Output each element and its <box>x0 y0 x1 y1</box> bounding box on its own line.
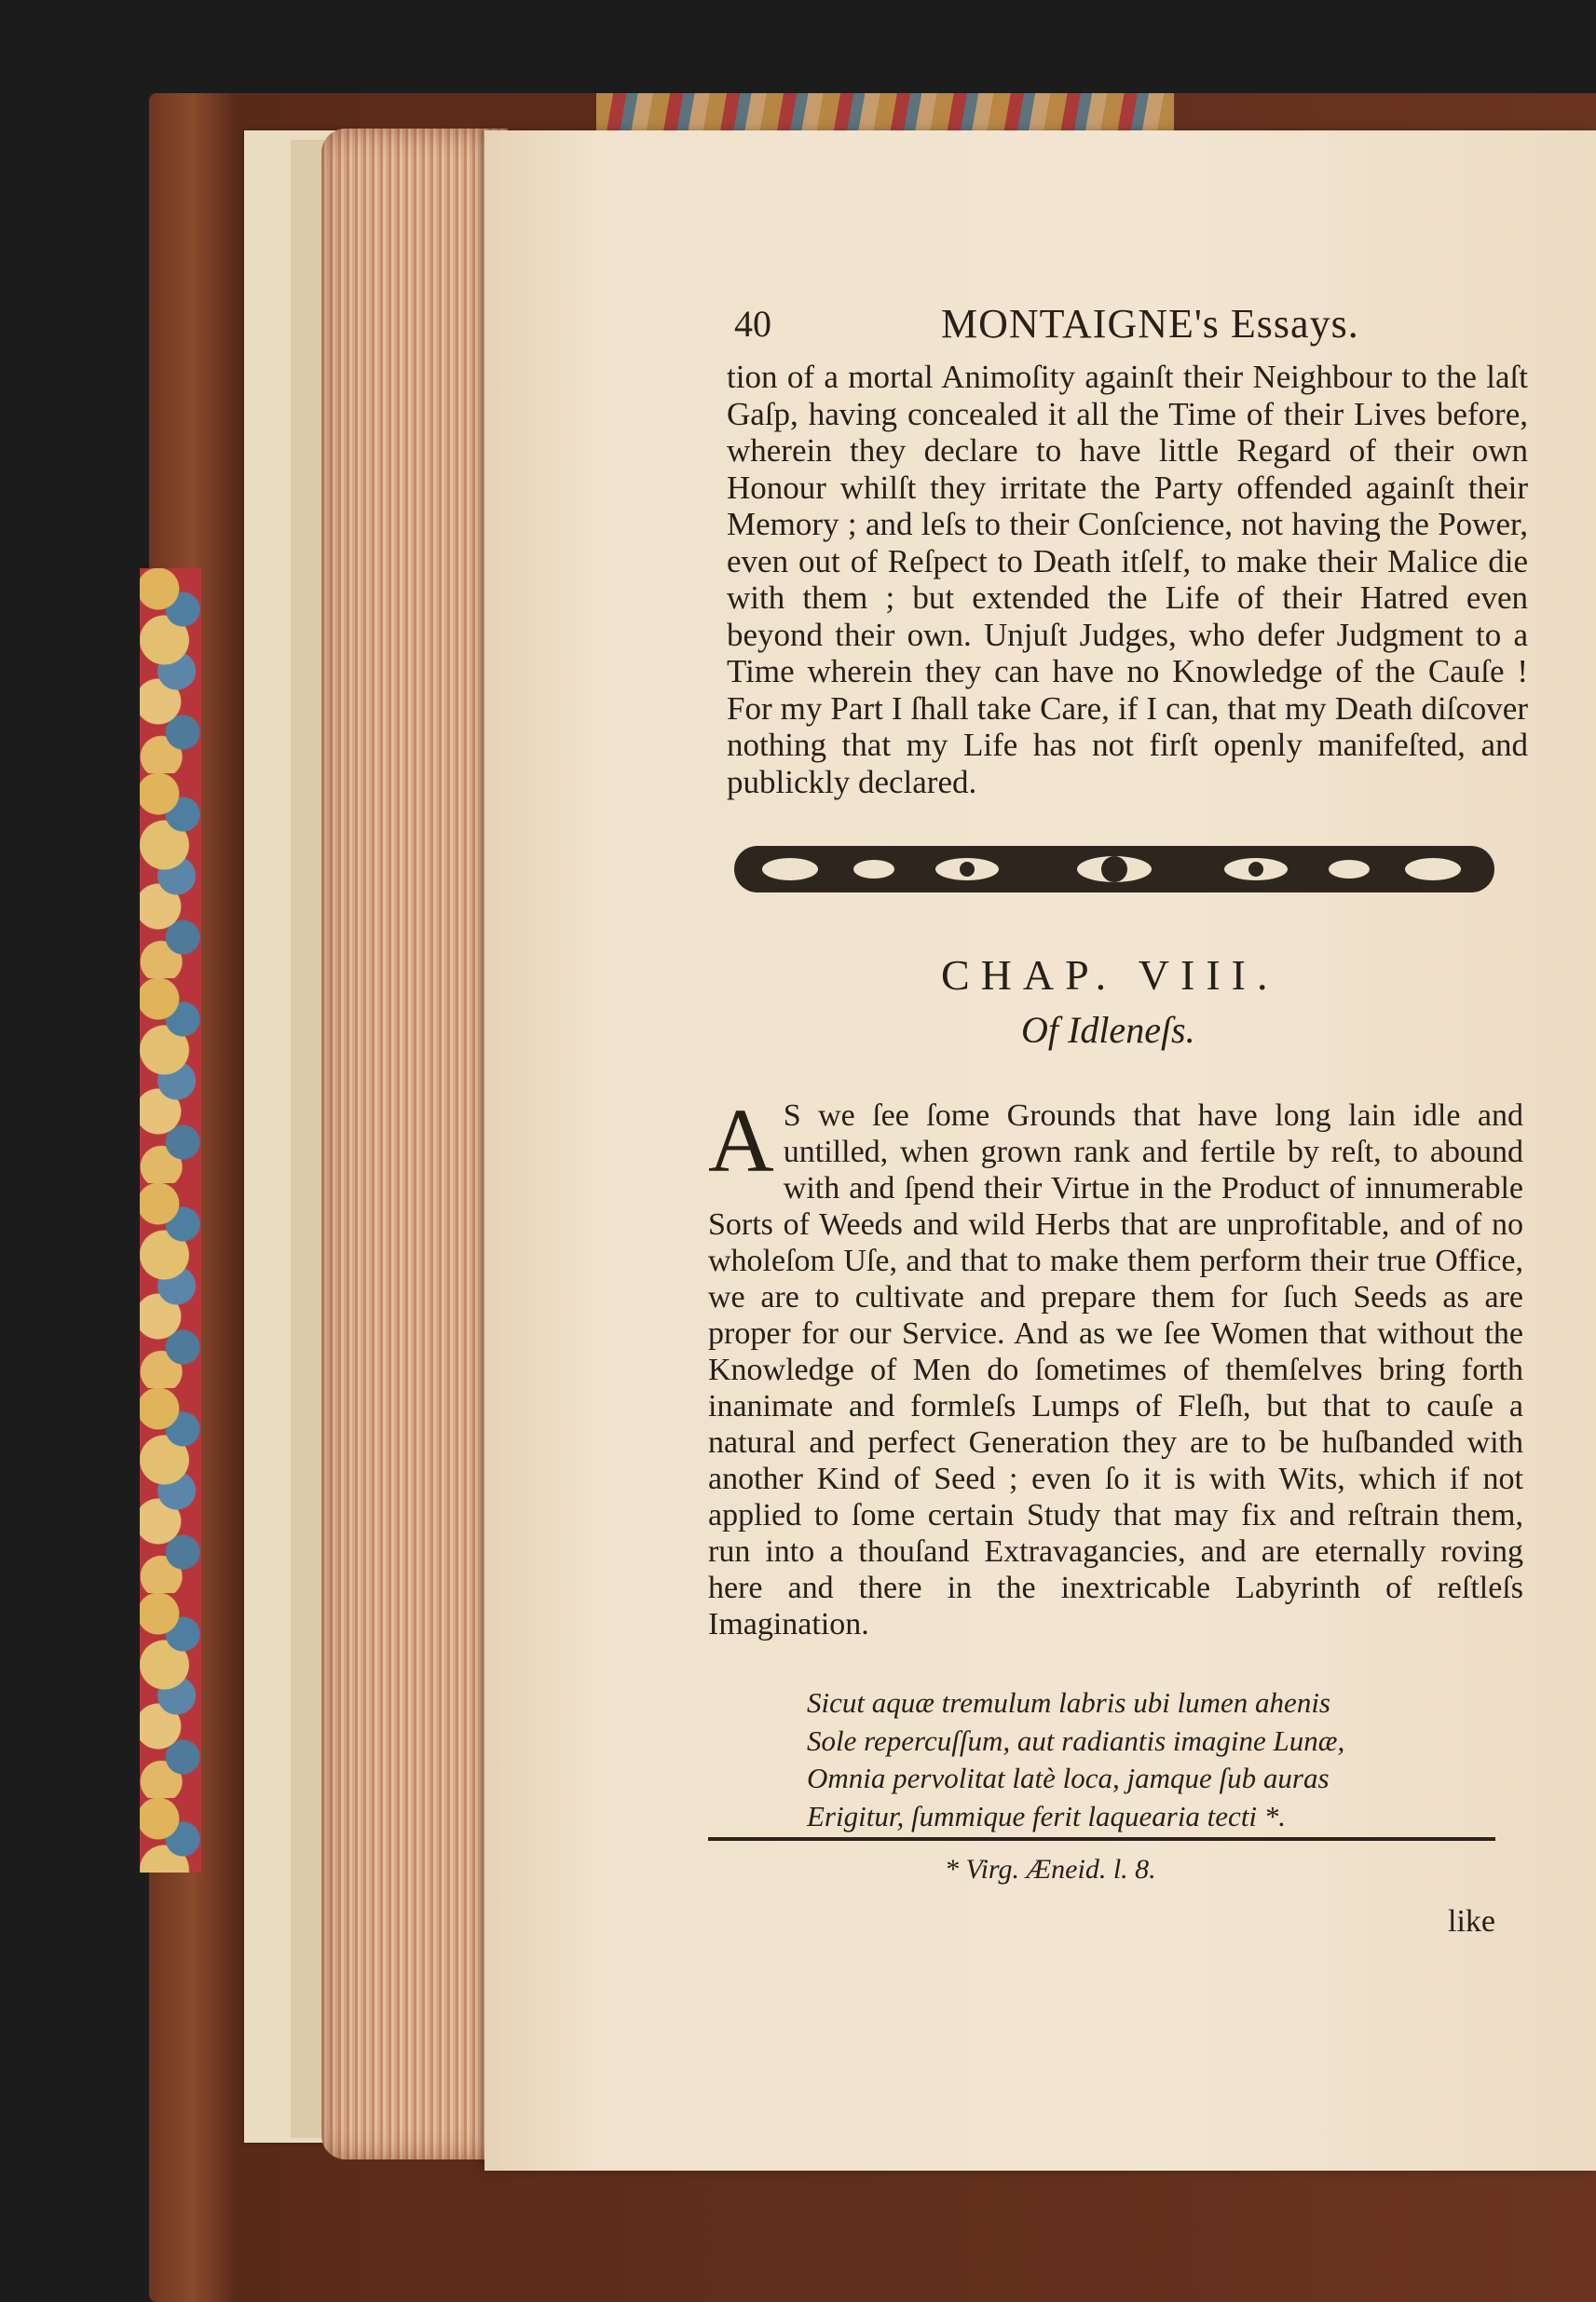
footnote-rule <box>708 1837 1495 1841</box>
verse-line: Sicut aquæ tremulum labris ubi lumen ahenis <box>807 1686 1330 1719</box>
catchword: like <box>1448 1904 1495 1939</box>
chapter-paragraph <box>708 1091 1523 1642</box>
chapter-title: Of Idleneſs. <box>1021 1009 1195 1051</box>
latin-verse <box>807 1684 1344 1835</box>
marbled-endpaper-side <box>140 568 201 1873</box>
verse-line: Sole repercuſſum, aut radiantis imagine Lunæ, <box>807 1723 1345 1757</box>
chapter-heading: CHAP. VIII. <box>941 951 1279 999</box>
footnote: * Virg. Æneid. l. 8. <box>945 1854 1156 1885</box>
running-title: MONTAIGNE's Essays. <box>941 301 1359 347</box>
paragraph-text: S we ſee ſome Grounds that have long lain idle and untilled, when grown rank and fertile by reſt, to abound with and ſpend their Virtue in the Product of innumerable Sorts of Weeds and wild Herbs that are unprofitable, and of no wholeſom Uſe, and that to make them perform their true Office, we are to cultivate and prepare them for ſuch Seeds as are proper for our Service. And as we ſee Women that without the Knowledge of Men do ſometimes of themſelves bring forth inanimate and formleſs Lumps of Fleſh, but that to cauſe a natural and perfect Generation they are to be huſbanded with another Kind of Seed ; even ſo it is with Wits, which if not applied to ſome certain Study that may fix and reſtrain them, run into a thouſand Extravagancies, and are eternally roving here and there in the inextricable Labyrinth of reſtleſs Imagination. <box>708 1098 1523 1641</box>
page-edges <box>321 129 508 2159</box>
page-number: 40 <box>734 303 771 345</box>
paragraph-continued: tion of a mortal Animoſity againſt their Neighbour to the laſt Gaſp, having concealed it all the Time of their Lives before, wherein they declare to have little Regard of their own Honour whilſt they irritate the Party offended againſt their Memory ; and leſs to their Conſcience, not having the Power, even out of Reſpect to Death itſelf, to make their Malice die with them ; but extended the Life of their Hatred even beyond their own. Unjuſt Judges, who defer Judgment to a Time wherein they can have no Knowledge of the Cauſe ! For my Part I ſhall take Care, if I can, that my Death diſcover nothing that my Life has not firſt openly manifeſted, and publickly declared. <box>727 359 1528 800</box>
verse-line: Omnia pervolitat latè loca, jamque ſub auras <box>807 1762 1330 1794</box>
ornament-band <box>734 827 1494 911</box>
drop-cap: A <box>708 1091 774 1192</box>
verse-line: Erigitur, ſummique ferit laquearia tecti *. <box>807 1799 1287 1832</box>
